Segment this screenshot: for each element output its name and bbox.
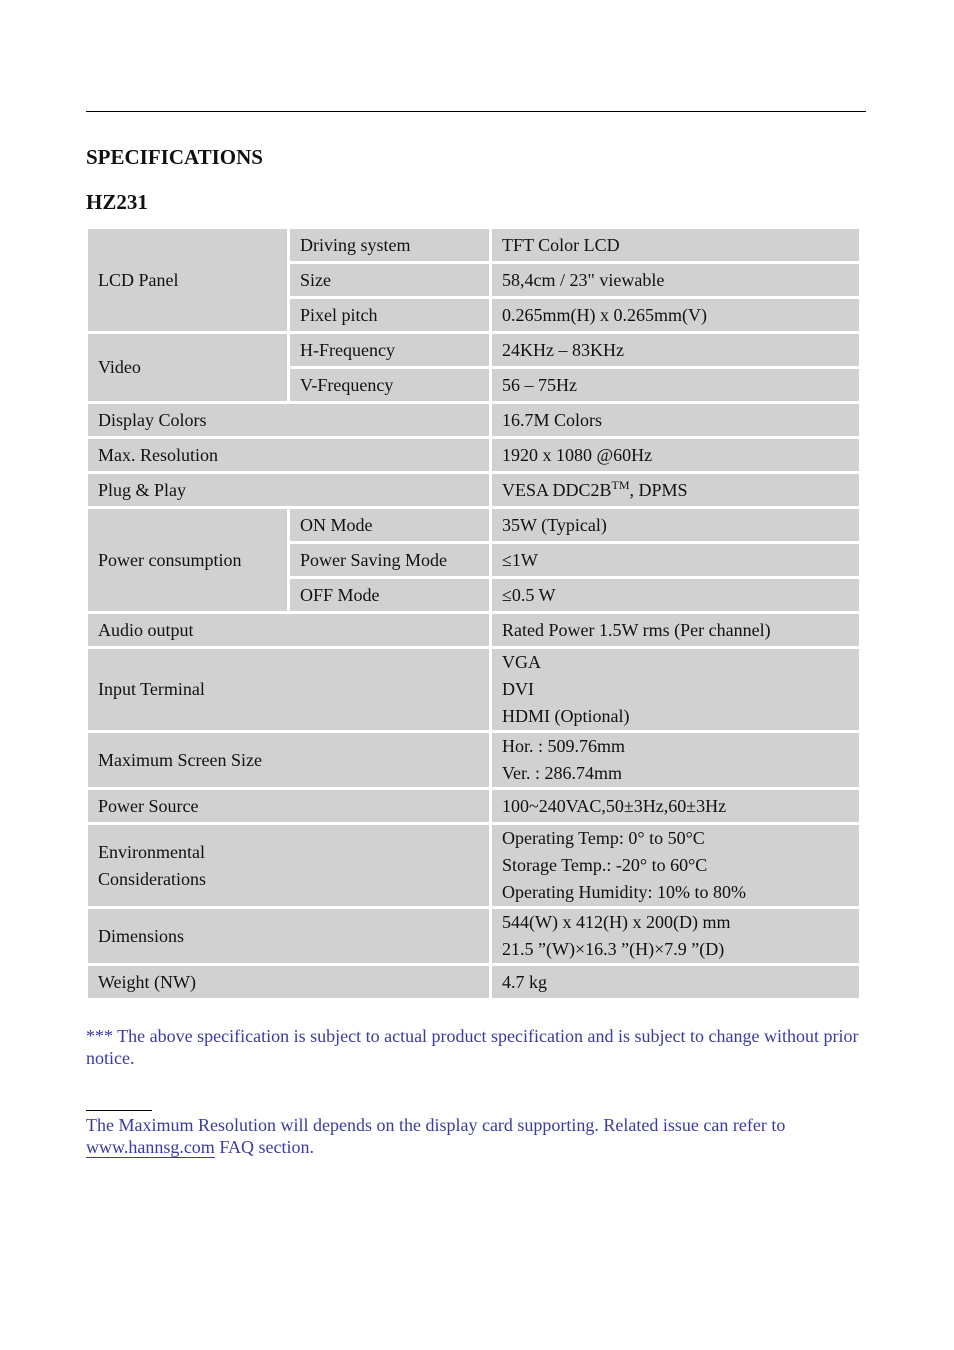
value-line: VGA: [502, 652, 541, 672]
value-h-frequency: 24KHz – 83KHz: [492, 334, 859, 366]
row-label-max-screen-size: Maximum Screen Size: [88, 733, 489, 787]
value-line: 21.5 ”(W)×16.3 ”(H)×7.9 ”(D): [502, 939, 725, 959]
hannsg-link[interactable]: www.hannsg.com: [86, 1137, 215, 1157]
value-line: Storage Temp.: -20° to 60°C: [502, 855, 708, 875]
row-label-weight: Weight (NW): [88, 966, 489, 998]
table-row: [88, 825, 859, 906]
row-label-audio-output: Audio output: [88, 614, 489, 646]
value-audio-output: Rated Power 1.5W rms (Per channel): [492, 614, 859, 646]
row-label-video: Video: [88, 334, 287, 401]
table-row: [88, 509, 859, 541]
value-weight: 4.7 kg: [492, 966, 859, 998]
value-line: 544(W) x 412(H) x 200(D) mm: [502, 912, 731, 932]
row-label-power-source: Power Source: [88, 790, 489, 822]
value-max-screen-size: [492, 733, 859, 787]
value-saving-mode: ≤1W: [492, 544, 859, 576]
value-line: Hor. : 509.76mm: [502, 736, 626, 756]
row-label-plug-play: Plug & Play: [88, 474, 489, 506]
sub-label-driving-system: Driving system: [290, 229, 489, 261]
sub-label-on-mode: ON Mode: [290, 509, 489, 541]
sub-label-h-frequency: H-Frequency: [290, 334, 489, 366]
spec-table: [85, 226, 862, 1001]
value-line: Operating Temp: 0° to 50°C: [502, 828, 705, 848]
table-row: [88, 966, 859, 998]
footnote-suffix: FAQ section.: [214, 1137, 314, 1157]
sub-label-pixel-pitch: Pixel pitch: [290, 299, 489, 331]
table-row: [88, 614, 859, 646]
value-plug-play: [492, 474, 859, 506]
value-line: HDMI (Optional): [502, 706, 630, 726]
value-off-mode: ≤0.5 W: [492, 579, 859, 611]
value-input-terminal: [492, 649, 859, 730]
value-pixel-pitch: 0.265mm(H) x 0.265mm(V): [492, 299, 859, 331]
resolution-footnote: [86, 1114, 866, 1158]
table-row: [88, 649, 859, 730]
value-max-resolution: 1920 x 1080 @60Hz: [492, 439, 859, 471]
trademark-sup: TM: [611, 477, 630, 492]
table-row: [88, 229, 859, 261]
page-title: SPECIFICATIONS: [86, 145, 263, 169]
footnote-rule: [86, 1110, 152, 1111]
sub-label-off-mode: OFF Mode: [290, 579, 489, 611]
label-line: Considerations: [98, 868, 206, 889]
value-line: DVI: [502, 679, 534, 699]
label-line: Environmental: [98, 841, 205, 862]
sub-label-size: Size: [290, 264, 489, 296]
table-row: [88, 909, 859, 963]
model-heading: HZ231: [86, 190, 148, 214]
value-environmental: [492, 825, 859, 906]
value-line: Ver. : 286.74mm: [502, 763, 622, 783]
sub-label-saving-mode: Power Saving Mode: [290, 544, 489, 576]
row-label-power-consumption: Power consumption: [88, 509, 287, 611]
disclaimer-note: *** The above specification is subject to actual product specification and is subject to change without prior notice.: [86, 1026, 859, 1068]
row-label-lcd-panel: LCD Panel: [88, 229, 287, 331]
value-display-colors: 16.7M Colors: [492, 404, 859, 436]
row-label-environmental: [88, 825, 489, 906]
table-row: [88, 404, 859, 436]
row-label-input-terminal: Input Terminal: [88, 649, 489, 730]
value-on-mode: 35W (Typical): [492, 509, 859, 541]
row-label-display-colors: Display Colors: [88, 404, 489, 436]
table-row: [88, 439, 859, 471]
value-driving-system: TFT Color LCD: [492, 229, 859, 261]
table-row: [88, 474, 859, 506]
value-line: Operating Humidity: 10% to 80%: [502, 882, 746, 902]
row-label-max-resolution: Max. Resolution: [88, 439, 489, 471]
value-v-frequency: 56 – 75Hz: [492, 369, 859, 401]
plug-play-tail: , DPMS: [629, 479, 688, 500]
value-power-source: 100~240VAC,50±3Hz,60±3Hz: [492, 790, 859, 822]
value-size: 58,4cm / 23" viewable: [492, 264, 859, 296]
row-label-dimensions: Dimensions: [88, 909, 489, 963]
plug-play-main: VESA DDC2B: [502, 479, 612, 500]
top-rule: [86, 111, 866, 112]
footnote-text: The Maximum Resolution will depends on the display card supporting. Related issue can refer to: [86, 1115, 786, 1135]
table-row: [88, 733, 859, 787]
sub-label-v-frequency: V-Frequency: [290, 369, 489, 401]
table-row: [88, 334, 859, 366]
table-row: [88, 790, 859, 822]
value-dimensions: [492, 909, 859, 963]
